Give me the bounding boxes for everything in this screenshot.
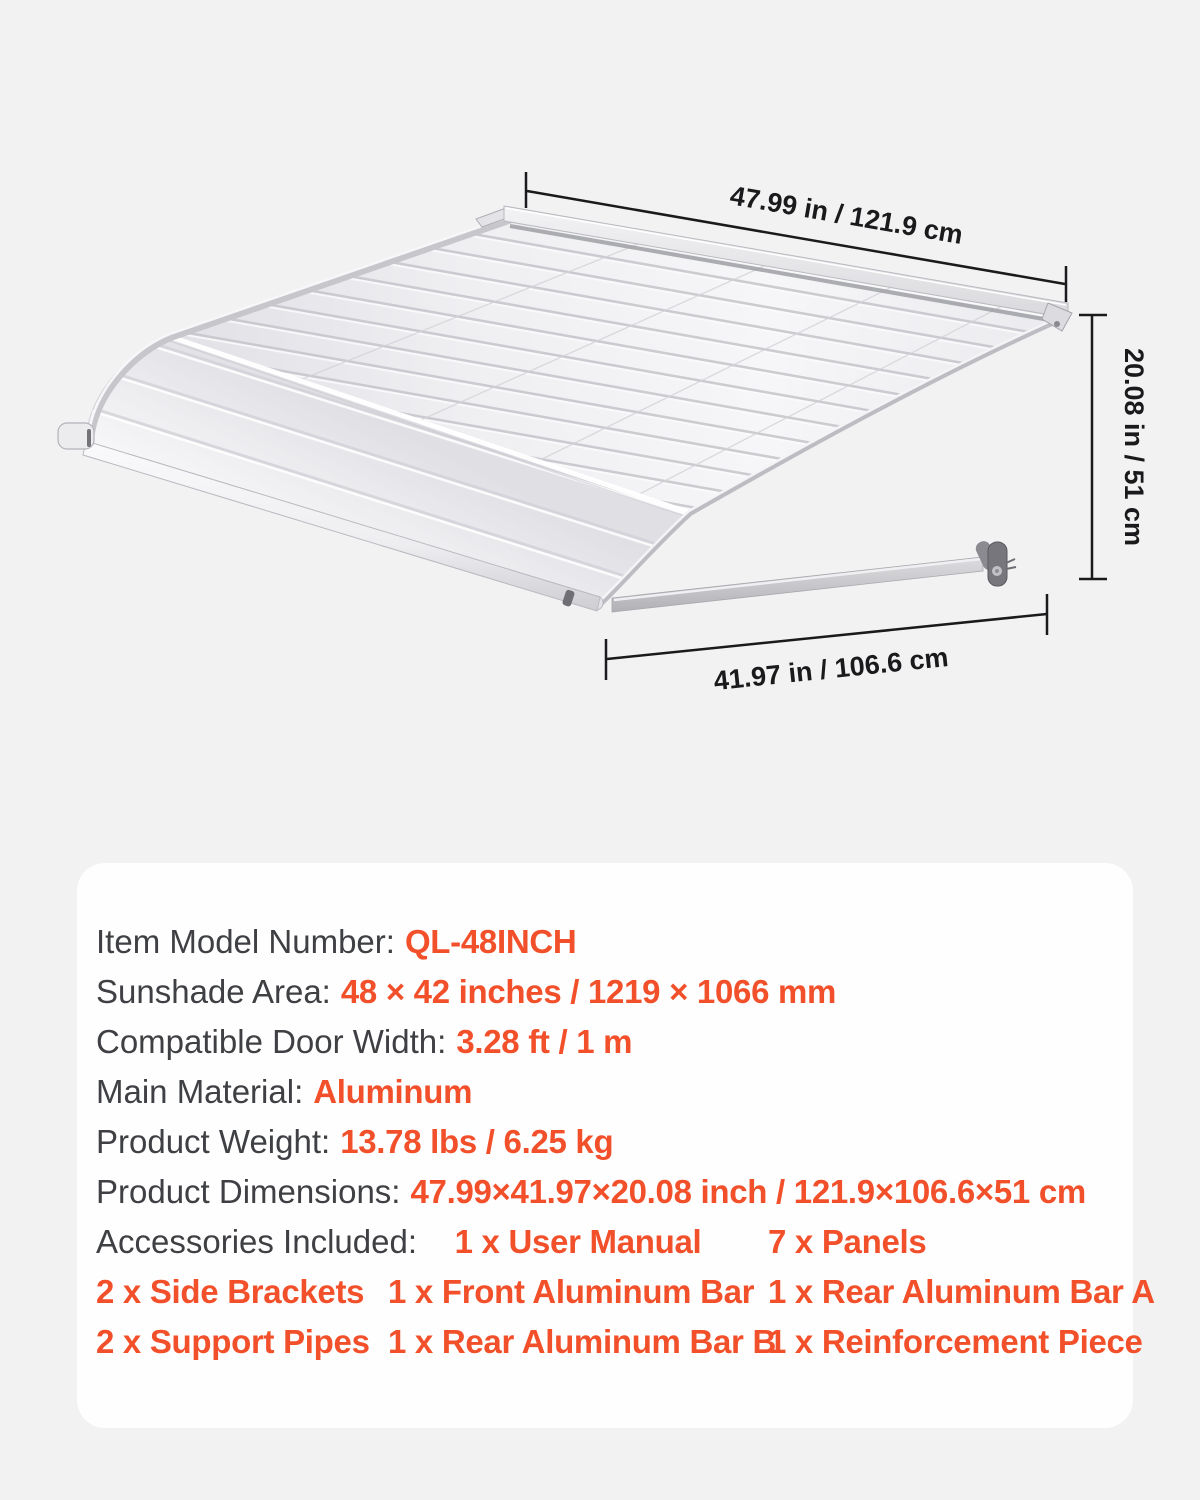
height-dimension: [1079, 315, 1107, 579]
spec-row-model: [96, 917, 1113, 967]
spec-label: Item Model Number:: [96, 923, 395, 960]
spec-row-weight: [96, 1117, 1113, 1167]
support-pipe-highlight: [614, 559, 981, 600]
spec-value: QL-48INCH: [404, 923, 577, 960]
accessory-item: 1 x Front Aluminum Bar: [388, 1273, 755, 1310]
depth-dimension-label: 41.97 in / 106.6 cm: [712, 642, 950, 697]
spec-value: Aluminum: [313, 1073, 473, 1110]
spec-row-dimensions: [96, 1167, 1113, 1217]
spec-label: Main Material:: [96, 1073, 304, 1110]
left-foot-slot: [87, 429, 91, 447]
accessory-item: 7 x Panels: [768, 1223, 927, 1260]
width-dimension-label: 47.99 in / 121.9 cm: [727, 180, 966, 250]
spec-label: Compatible Door Width:: [96, 1023, 447, 1060]
bracket-capsule: [988, 542, 1007, 586]
spec-value: 13.78 lbs / 6.25 kg: [340, 1123, 614, 1160]
accessories-list: [96, 1217, 1155, 1367]
spec-label: Product Dimensions:: [96, 1173, 401, 1210]
accessory-item: 1 x User Manual: [454, 1223, 702, 1260]
accessory-item: 2 x Side Brackets: [96, 1273, 365, 1310]
spec-card: [77, 863, 1155, 1428]
height-dimension-label: 20.08 in / 51 cm: [1119, 347, 1149, 547]
accessory-item: 1 x Rear Aluminum Bar A: [768, 1273, 1155, 1310]
spec-row-area: [96, 967, 1113, 1017]
rear-bar-screw: [1054, 321, 1060, 327]
spec-row-door-width: [96, 1017, 1113, 1067]
spec-row-material: [96, 1067, 1113, 1117]
depth-dimension-line: [607, 614, 1047, 659]
accessory-item: 1 x Reinforcement Piece: [768, 1323, 1143, 1360]
accessories-label: Accessories Included:: [96, 1223, 417, 1260]
accessory-item: 2 x Support Pipes: [96, 1323, 370, 1360]
spec-label: Product Weight:: [96, 1123, 331, 1160]
spec-value: 3.28 ft / 1 m: [456, 1023, 633, 1060]
support-pipe: [612, 557, 983, 612]
bracket-bolt-center: [995, 569, 999, 573]
spec-label: Sunshade Area:: [96, 973, 331, 1010]
spec-value: 47.99×41.97×20.08 inch / 121.9×106.6×51 cm: [410, 1173, 1086, 1210]
accessory-item: 1 x Rear Aluminum Bar B: [388, 1323, 776, 1360]
spec-value: 48 × 42 inches / 1219 × 1066 mm: [340, 973, 837, 1010]
